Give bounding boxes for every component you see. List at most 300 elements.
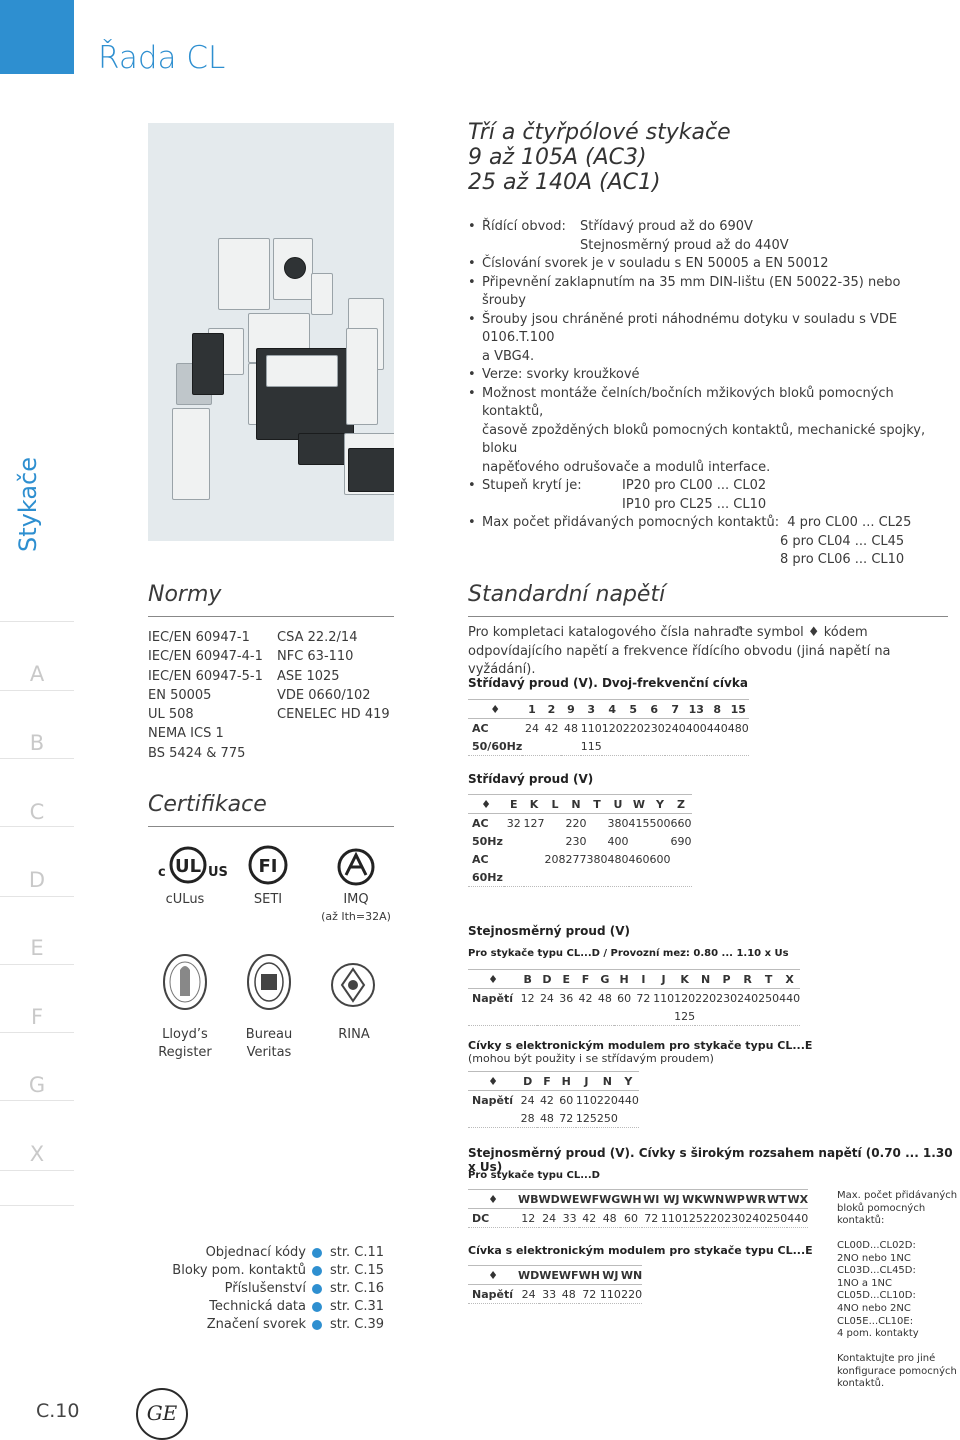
table-row bbox=[468, 737, 749, 756]
table-cell: 110 bbox=[580, 721, 602, 735]
table-header-cell: E bbox=[557, 970, 576, 989]
table-cell: 60Hz bbox=[468, 868, 504, 887]
page-title: Řada CL bbox=[98, 40, 226, 76]
alpha-index-letter[interactable]: D bbox=[28, 868, 46, 892]
table-header-cell: R bbox=[737, 970, 758, 989]
table-header-cell: B bbox=[518, 970, 537, 989]
table-header-cell: 15 bbox=[728, 700, 749, 719]
table-header-cell: WN bbox=[703, 1190, 724, 1209]
alpha-index-letter[interactable]: C bbox=[29, 800, 45, 824]
table-cell bbox=[695, 1007, 716, 1026]
table-header-row bbox=[468, 700, 749, 719]
table-cell: 48 bbox=[597, 991, 612, 1005]
table-cell: 72 bbox=[579, 1285, 600, 1304]
culus-label: cULus bbox=[165, 892, 205, 907]
feature-item: • Řídící obvod: Střídavý proud až do 690V bbox=[468, 218, 948, 237]
table-cell: 36 bbox=[559, 991, 574, 1005]
feature-list bbox=[468, 218, 948, 570]
table-cell bbox=[779, 1007, 800, 1026]
table-header-cell: WH bbox=[579, 1266, 600, 1285]
table-header-cell: Y bbox=[618, 1072, 639, 1091]
t4-table bbox=[468, 1071, 639, 1128]
table-cell bbox=[524, 868, 545, 887]
table-cell bbox=[629, 868, 650, 887]
table-cell: 240 bbox=[737, 991, 759, 1005]
table-cell bbox=[566, 868, 587, 887]
table-header-row bbox=[468, 795, 692, 814]
table-cell: 480 bbox=[727, 721, 749, 735]
table-cell: 208 bbox=[544, 852, 566, 866]
norm-item: CSA 22.2/14 bbox=[277, 630, 358, 645]
table-header-cell: H bbox=[614, 970, 633, 989]
table-header-cell: 6 bbox=[644, 700, 665, 719]
table-cell bbox=[686, 737, 707, 756]
table-cell bbox=[595, 1007, 614, 1026]
table-header-row bbox=[468, 1072, 639, 1091]
table-cell bbox=[737, 1007, 758, 1026]
table-cell bbox=[542, 737, 562, 756]
table-cell: 250 bbox=[766, 1209, 787, 1228]
alpha-divider bbox=[0, 758, 74, 759]
norm-item: NEMA ICS 1 bbox=[148, 726, 224, 742]
table-cell: 125 bbox=[674, 1007, 695, 1026]
voltage-divider bbox=[468, 616, 948, 617]
norm-item: IEC/EN 60947-4-1 bbox=[148, 649, 263, 665]
cross-reference-list bbox=[150, 1244, 384, 1334]
bureau-veritas-seal-icon bbox=[246, 952, 292, 1012]
table-cell: 115 bbox=[581, 737, 602, 756]
table-cell: Napětí bbox=[468, 1285, 518, 1304]
t6-table bbox=[468, 1265, 642, 1304]
table-cell bbox=[468, 1109, 518, 1128]
table-cell bbox=[728, 737, 749, 756]
feature-item-cont: IP10 pro CL25 ... CL10 bbox=[622, 496, 767, 512]
rina-label: RINA bbox=[338, 1027, 370, 1042]
table-cell bbox=[524, 850, 545, 868]
table-cell: 33 bbox=[560, 1209, 580, 1228]
table-header-cell: K bbox=[674, 970, 695, 989]
table-cell bbox=[545, 832, 566, 850]
table-header-cell: J bbox=[576, 1072, 597, 1091]
ge-logo-icon: GE bbox=[136, 1388, 188, 1440]
alpha-divider bbox=[0, 896, 74, 897]
table-cell bbox=[634, 1007, 653, 1026]
alpha-divider bbox=[0, 621, 74, 622]
feature-item-cont: a VBG4. bbox=[482, 348, 535, 364]
table-cell bbox=[608, 868, 629, 887]
table-cell: 12 bbox=[518, 1209, 539, 1228]
feature-item-cont: Stejnosměrný proud až do 440V bbox=[580, 237, 789, 253]
table-cell bbox=[468, 1007, 518, 1026]
norm-item: NFC 63-110 bbox=[277, 649, 354, 665]
table-header-cell: WX bbox=[787, 1190, 808, 1209]
table-cell bbox=[644, 737, 665, 756]
table-row bbox=[468, 1091, 639, 1110]
table-cell: 42 bbox=[539, 1093, 554, 1107]
t4-note: (mohou být použity i se střídavým proudem) bbox=[468, 1052, 714, 1065]
table-cell: 250 bbox=[758, 991, 780, 1005]
table-cell: 110 bbox=[575, 1093, 597, 1107]
table-cell bbox=[545, 868, 566, 887]
table-cell: 440 bbox=[779, 991, 801, 1005]
table-header-cell: F bbox=[576, 970, 595, 989]
table-cell: 380 bbox=[607, 816, 629, 830]
table-header-cell: J bbox=[653, 970, 674, 989]
table-cell: 400 bbox=[607, 834, 629, 848]
table-header-cell: ♦ bbox=[468, 1266, 518, 1285]
table-cell: 24 bbox=[520, 1093, 535, 1107]
table-cell bbox=[623, 737, 644, 756]
t3-subtitle: Pro stykače typu CL...D / Provozní mez: 0.80 ... 1.10 x Us bbox=[468, 948, 789, 959]
table-cell bbox=[561, 737, 581, 756]
table-cell: 220 bbox=[596, 1093, 618, 1107]
table-row bbox=[468, 868, 692, 887]
table-header-cell: WE bbox=[560, 1190, 580, 1209]
table-header-cell: 8 bbox=[707, 700, 728, 719]
table-cell bbox=[614, 1007, 633, 1026]
table-header-cell: WJ bbox=[661, 1190, 682, 1209]
table-header-cell: T bbox=[758, 970, 779, 989]
imq-label: IMQ bbox=[343, 892, 369, 907]
table-row bbox=[468, 989, 800, 1008]
table-cell: 72 bbox=[557, 1109, 576, 1128]
table-cell: 240 bbox=[664, 721, 686, 735]
norm-item: UL 508 bbox=[148, 707, 194, 723]
table-cell: DC bbox=[468, 1209, 518, 1228]
table-cell: 110 bbox=[653, 991, 675, 1005]
norms-list-right bbox=[277, 628, 390, 724]
table-cell: 48 bbox=[537, 1109, 556, 1128]
table-cell: 110 bbox=[600, 1285, 621, 1304]
table-header-cell: W bbox=[629, 795, 650, 814]
table-cell bbox=[518, 1007, 537, 1026]
table-cell bbox=[545, 814, 566, 833]
table-cell: 48 bbox=[564, 721, 578, 735]
table-cell: 50/60Hz bbox=[468, 737, 522, 756]
norm-item: ASE 1025 bbox=[277, 668, 340, 684]
table-row bbox=[468, 1209, 808, 1228]
table-cell: Napětí bbox=[472, 991, 513, 1005]
table-header-cell: 4 bbox=[602, 700, 623, 719]
bullet-dot-icon bbox=[312, 1266, 322, 1276]
norm-item: BS 5424 & 775 bbox=[148, 745, 246, 761]
table-header-cell: 5 bbox=[623, 700, 644, 719]
table-header-cell: ♦ bbox=[468, 1190, 518, 1209]
feature-item: • Šrouby jsou chráněné proti náhodnému dotyku v souladu s VDE 0106.T.100 bbox=[468, 311, 948, 348]
table-cell bbox=[576, 1007, 595, 1026]
table-cell: 127 bbox=[523, 816, 545, 830]
t1-table bbox=[468, 699, 749, 756]
table-header-row bbox=[468, 1266, 642, 1285]
aux-note-heading: Max. počet přidávaných bloků pomocných kontaktů: bbox=[837, 1190, 958, 1227]
table-cell: 48 bbox=[599, 1209, 620, 1228]
alpha-index-letter[interactable]: A bbox=[29, 662, 45, 686]
table-row bbox=[468, 1007, 800, 1026]
voltage-heading: Standardní napětí bbox=[468, 582, 666, 607]
table-header-cell: T bbox=[587, 795, 608, 814]
table-cell: 12 bbox=[520, 991, 535, 1005]
seti-logo bbox=[248, 845, 288, 885]
bureau-label: Bureau Veritas bbox=[245, 1027, 293, 1060]
table-cell bbox=[671, 850, 692, 868]
table-header-cell: WF bbox=[559, 1266, 579, 1285]
imq-logo bbox=[336, 847, 376, 887]
table-header-cell: WG bbox=[599, 1190, 620, 1209]
table-row bbox=[468, 850, 692, 868]
table-row bbox=[468, 1109, 639, 1128]
alpha-index-letter[interactable]: F bbox=[30, 1005, 44, 1029]
ref-item[interactable]: Bloky pom. kontaktů str. C.15 bbox=[172, 1263, 385, 1278]
table-cell: 440 bbox=[706, 721, 728, 735]
norm-item: IEC/EN 60947-5-1 bbox=[148, 668, 263, 684]
t5-title: Stejnosměrný proud (V). Cívky s širokým rozsahem napětí (0.70 ... 1.30 x Us) bbox=[468, 1146, 953, 1174]
table-row bbox=[468, 719, 749, 738]
table-header-cell: P bbox=[716, 970, 737, 989]
table-cell: 125 bbox=[576, 1109, 597, 1128]
table-header-cell: X bbox=[779, 970, 800, 989]
t6-title: Cívka s elektronickým modulem pro stykače typu CL...E bbox=[468, 1244, 813, 1257]
table-header-cell: WE bbox=[539, 1266, 559, 1285]
table-cell: AC bbox=[472, 721, 489, 735]
table-cell: 48 bbox=[559, 1285, 579, 1304]
table-cell: 400 bbox=[685, 721, 707, 735]
table-cell: 220 bbox=[703, 1209, 724, 1228]
table-cell: 240 bbox=[745, 1209, 766, 1228]
feature-item: • Verze: svorky kroužkové bbox=[468, 366, 948, 385]
table-cell: AC bbox=[472, 852, 489, 866]
aux-note-list: CL00D...CL02D: 2NO nebo 1NC CL03D...CL45D: 1NO a 1NC CL05D...CL10D: 4NO nebo 2NC CL05E...CL10E: 4 pom. kontakty bbox=[837, 1240, 919, 1340]
table-cell: 125 bbox=[682, 1209, 703, 1228]
table-cell: 60 bbox=[559, 1093, 574, 1107]
alpha-index-letter[interactable]: E bbox=[30, 936, 44, 960]
table-header-cell: WD bbox=[539, 1190, 560, 1209]
table-header-cell: Y bbox=[650, 795, 671, 814]
bullet-dot-icon bbox=[312, 1284, 322, 1294]
table-cell: 480 bbox=[607, 852, 629, 866]
table-header-cell: WK bbox=[682, 1190, 703, 1209]
culus-logo-us: US bbox=[208, 865, 228, 880]
table-cell bbox=[716, 1007, 737, 1026]
table-header-row bbox=[468, 970, 800, 989]
table-cell bbox=[758, 1007, 779, 1026]
product-title bbox=[468, 120, 731, 195]
table-cell: 50Hz bbox=[472, 834, 503, 848]
table-header-cell: WD bbox=[518, 1266, 539, 1285]
table-header-cell: WN bbox=[621, 1266, 642, 1285]
t5-subtitle: Pro stykače typu CL...D bbox=[468, 1170, 600, 1181]
feature-item: • Připevnění zaklapnutím na 35 mm DIN-lištu (EN 50022-35) nebo šrouby bbox=[468, 274, 948, 311]
table-cell: 230 bbox=[724, 1209, 745, 1228]
table-cell bbox=[671, 868, 692, 887]
table-header-cell: N bbox=[695, 970, 716, 989]
table-cell: 24 bbox=[539, 1209, 560, 1228]
norm-item: IEC/EN 60947-1 bbox=[148, 630, 250, 645]
table-header-cell: ♦ bbox=[468, 795, 504, 814]
feature-item-cont: 6 pro CL04 ... CL45 bbox=[780, 533, 905, 549]
table-cell: 230 bbox=[716, 991, 738, 1005]
title-line: Tří a čtyřpólové stykače bbox=[468, 120, 731, 145]
norm-item: EN 50005 bbox=[148, 687, 212, 703]
table-cell: 250 bbox=[597, 1109, 618, 1128]
voltage-intro: Pro kompletaci katalogového čísla nahraďte symbol ♦ kódem odpovídajícího napětí a frekvence řídícího obvodu (jiná napětí na vyžádání). bbox=[468, 625, 891, 677]
table-cell: Napětí bbox=[472, 1093, 513, 1107]
table-cell: 220 bbox=[622, 721, 644, 735]
table-cell: 690 bbox=[670, 834, 692, 848]
t2-table bbox=[468, 794, 692, 887]
table-cell bbox=[557, 1007, 576, 1026]
feature-item: • Možnost montáže čelních/bočních mžikových bloků pomocných kontaktů, bbox=[468, 385, 948, 422]
feature-item-cont: napěťového odrušovače a modulů interface. bbox=[482, 459, 771, 475]
table-header-cell: ♦ bbox=[468, 1072, 518, 1091]
alpha-divider bbox=[0, 1170, 74, 1171]
table-cell: 277 bbox=[565, 852, 587, 866]
table-header-cell: WF bbox=[579, 1190, 599, 1209]
table-cell: 60 bbox=[620, 1209, 641, 1228]
table-cell bbox=[504, 868, 524, 887]
alpha-divider bbox=[0, 1205, 74, 1206]
t3-title: Stejnosměrný proud (V) bbox=[468, 924, 630, 938]
table-cell: 660 bbox=[670, 816, 692, 830]
certs-heading: Certifikace bbox=[148, 792, 267, 817]
alpha-index-letter[interactable]: B bbox=[29, 731, 45, 755]
table-cell: 220 bbox=[565, 816, 587, 830]
t3-table bbox=[468, 969, 800, 1026]
table-cell: 24 bbox=[539, 991, 554, 1005]
table-cell: 42 bbox=[578, 991, 593, 1005]
table-cell: 110 bbox=[661, 1209, 682, 1228]
table-header-cell: F bbox=[537, 1072, 556, 1091]
table-header-cell: ♦ bbox=[468, 970, 518, 989]
norm-item: CENELEC HD 419 bbox=[277, 707, 390, 723]
table-header-cell: WB bbox=[518, 1190, 539, 1209]
table-cell: AC bbox=[472, 816, 489, 830]
table-header-row bbox=[468, 1190, 808, 1209]
table-cell bbox=[665, 737, 686, 756]
table-header-cell: K bbox=[524, 795, 545, 814]
table-cell: 33 bbox=[539, 1285, 559, 1304]
table-cell bbox=[524, 832, 545, 850]
table-header-cell: 3 bbox=[581, 700, 602, 719]
table-cell bbox=[504, 850, 524, 868]
ref-item[interactable]: Objednací kódy str. C.11 bbox=[205, 1245, 385, 1260]
table-cell: 440 bbox=[787, 1209, 808, 1228]
alpha-divider bbox=[0, 690, 74, 691]
feature-item: • Max počet přidávaných pomocných kontaktů: 4 pro CL00 ... CL25 bbox=[468, 514, 948, 533]
table-header-cell: Z bbox=[671, 795, 692, 814]
title-line: 9 až 105A (AC3) bbox=[468, 145, 647, 170]
table-cell: 230 bbox=[565, 834, 587, 848]
seti-label: SETI bbox=[253, 892, 283, 907]
title-line: 25 až 140A (AC1) bbox=[468, 170, 661, 195]
table-row bbox=[468, 832, 692, 850]
table-header-cell: L bbox=[545, 795, 566, 814]
side-section-tab[interactable] bbox=[14, 456, 60, 556]
table-cell: 415 bbox=[628, 816, 650, 830]
imq-note: (až Ith=32A) bbox=[321, 910, 391, 923]
table-cell bbox=[602, 737, 623, 756]
table-header-cell: H bbox=[557, 1072, 576, 1091]
rina-seal-icon bbox=[330, 955, 376, 1015]
table-cell bbox=[504, 832, 524, 850]
ref-item[interactable]: Značení svorek str. C.39 bbox=[206, 1317, 385, 1332]
t1-title: Střídavý proud (V). Dvoj-frekvenční cívka bbox=[468, 676, 748, 690]
table-cell: 32 bbox=[506, 816, 521, 830]
table-cell: 42 bbox=[544, 721, 559, 735]
norms-divider bbox=[148, 616, 394, 617]
table-header-cell: WJ bbox=[600, 1266, 621, 1285]
table-cell: 500 bbox=[649, 816, 671, 830]
norms-list-left bbox=[148, 628, 263, 763]
table-cell: 60 bbox=[617, 991, 632, 1005]
table-cell: 72 bbox=[636, 991, 651, 1005]
table-cell bbox=[629, 832, 650, 850]
page-number: C.10 bbox=[36, 1400, 80, 1422]
table-cell: 24 bbox=[518, 1285, 539, 1304]
table-cell: 230 bbox=[643, 721, 665, 735]
table-header-cell: WI bbox=[642, 1190, 661, 1209]
table-cell bbox=[707, 737, 728, 756]
table-cell: 24 bbox=[525, 721, 539, 735]
bullet-dot-icon bbox=[312, 1320, 322, 1330]
alpha-index-letter[interactable]: X bbox=[29, 1142, 45, 1166]
table-cell: 220 bbox=[695, 991, 717, 1005]
table-header-cell: G bbox=[595, 970, 614, 989]
norm-item: VDE 0660/102 bbox=[277, 687, 371, 703]
alpha-divider bbox=[0, 1100, 74, 1101]
table-cell: 460 bbox=[628, 852, 650, 866]
table-header-cell: WH bbox=[620, 1190, 641, 1209]
table-cell bbox=[618, 1109, 639, 1128]
aux-note-contact: Kontaktujte pro jiné konfigurace pomocných kontaktů. bbox=[837, 1353, 957, 1390]
t5-table bbox=[468, 1189, 808, 1228]
seti-logo-fi: FI bbox=[258, 856, 278, 877]
table-cell bbox=[537, 1007, 556, 1026]
certs-divider bbox=[148, 826, 394, 827]
table-cell bbox=[587, 868, 608, 887]
table-cell bbox=[653, 1007, 674, 1026]
table-cell: 28 bbox=[518, 1109, 537, 1128]
table-header-cell: WP bbox=[724, 1190, 745, 1209]
feature-item: • Číslování svorek je v souladu s EN 50005 a EN 50012 bbox=[468, 255, 948, 274]
table-cell: 120 bbox=[674, 991, 696, 1005]
table-header-cell: 2 bbox=[542, 700, 562, 719]
table-row bbox=[468, 814, 692, 833]
table-header-cell: I bbox=[634, 970, 653, 989]
lloyds-seal-icon bbox=[162, 952, 208, 1012]
table-header-cell: WR bbox=[745, 1190, 766, 1209]
table-header-cell: E bbox=[504, 795, 524, 814]
table-cell: 120 bbox=[601, 721, 623, 735]
table-cell bbox=[587, 832, 608, 850]
table-cell: 600 bbox=[649, 852, 671, 866]
alpha-index-letter[interactable]: G bbox=[28, 1073, 46, 1097]
feature-item-cont: 8 pro CL06 ... CL10 bbox=[780, 552, 905, 567]
table-header-cell: U bbox=[608, 795, 629, 814]
ref-item[interactable]: Příslušenství str. C.16 bbox=[224, 1281, 385, 1296]
alpha-divider bbox=[0, 1032, 74, 1033]
ref-item[interactable]: Technická data str. C.31 bbox=[209, 1299, 385, 1314]
table-header-cell: ♦ bbox=[468, 700, 522, 719]
table-cell: 380 bbox=[586, 852, 608, 866]
table-cell bbox=[650, 868, 671, 887]
t2-title: Střídavý proud (V) bbox=[468, 772, 594, 786]
table-row bbox=[468, 1285, 642, 1304]
table-cell bbox=[522, 737, 542, 756]
table-header-cell: D bbox=[518, 1072, 537, 1091]
table-header-cell: 13 bbox=[686, 700, 707, 719]
feature-item: • Stupeň krytí je: IP20 pro CL00 ... CL02 bbox=[468, 477, 948, 496]
table-cell bbox=[587, 814, 608, 833]
